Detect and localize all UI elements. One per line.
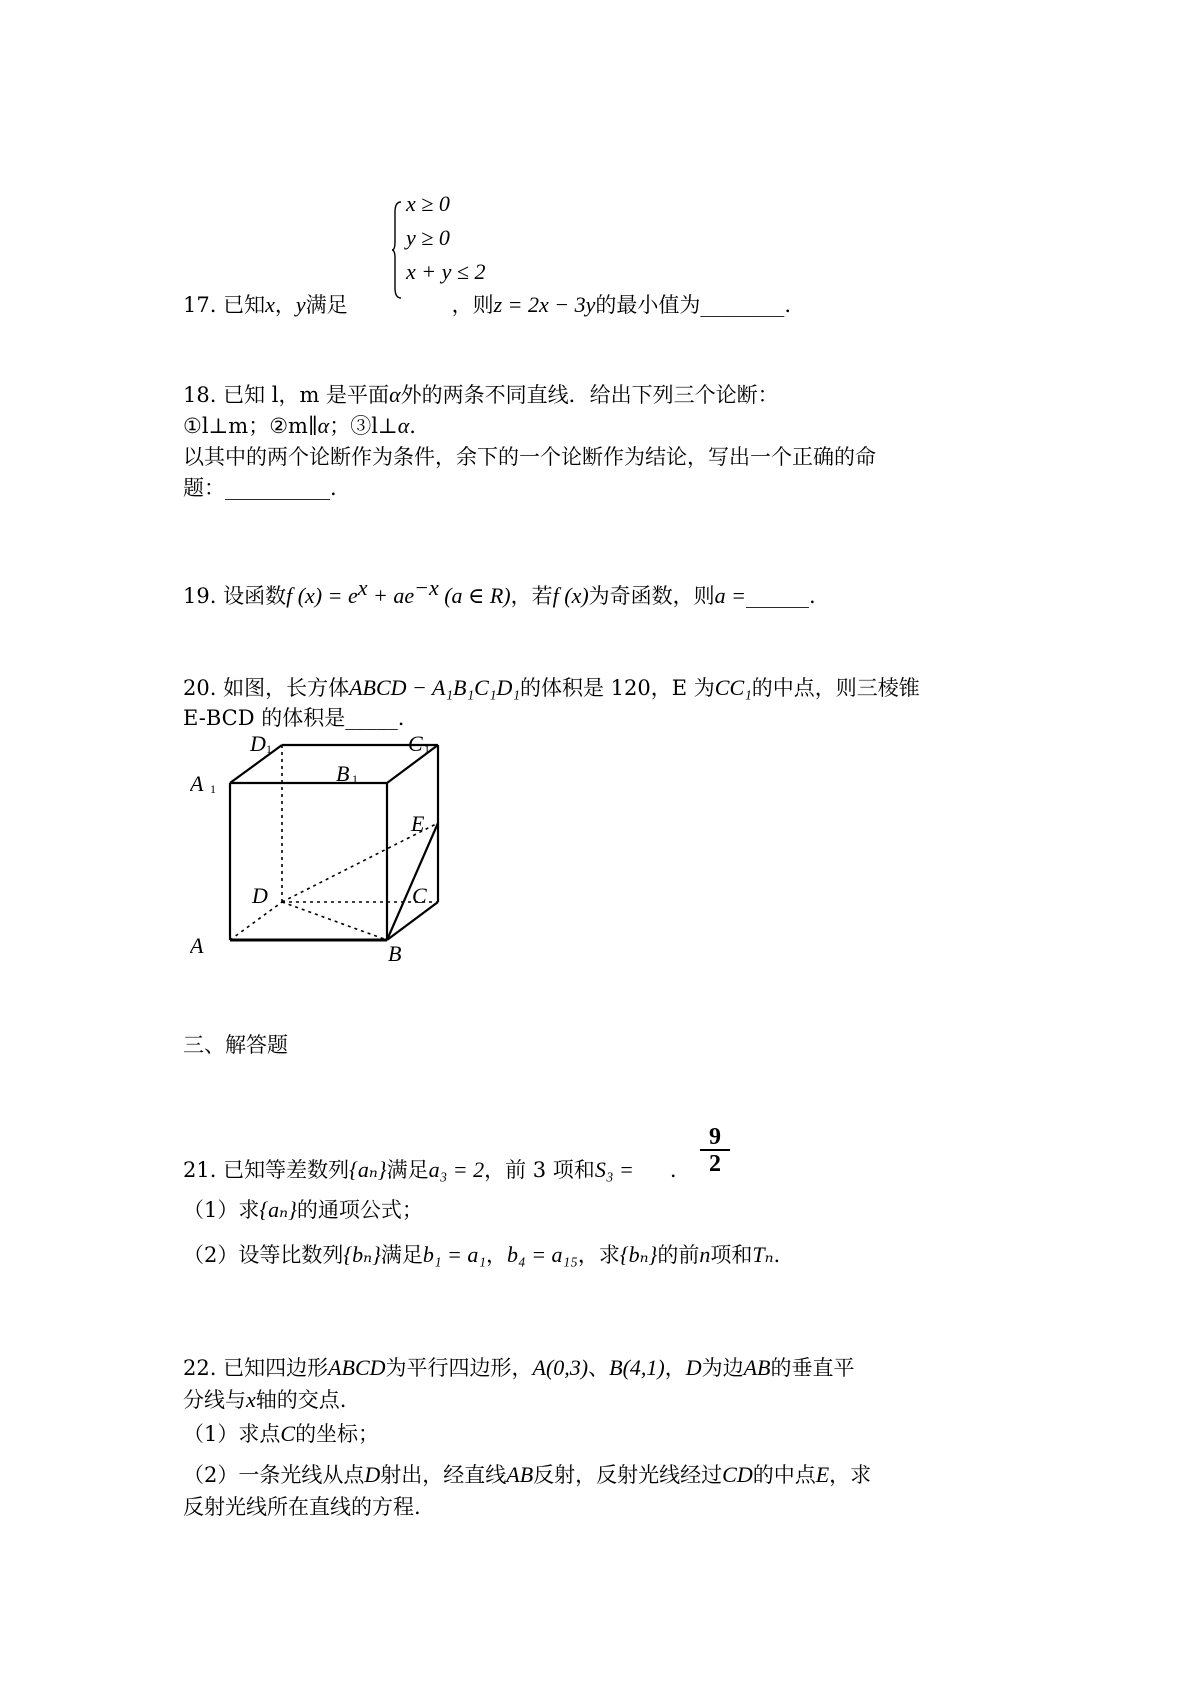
q21-p1-tail: 的通项公式； [296, 1198, 423, 1222]
q21-p2-Tn: Tₙ [752, 1242, 774, 1267]
q21-p2-period: . [773, 1243, 781, 1267]
fraction-9-over-2 [700, 1124, 730, 1178]
q19-exp-1: x [357, 575, 368, 600]
q21-p2-ask: ，求 [577, 1243, 620, 1267]
label-B1-sub: 1 [352, 772, 358, 786]
q22-text-6: 的垂直平 [770, 1356, 855, 1380]
q21-text-4: . [669, 1158, 677, 1182]
q19-line [183, 573, 816, 611]
q19-blank: ______. [746, 584, 816, 608]
q22-p2-mid: 的中点 [752, 1463, 816, 1487]
q21-p1-text: （1）求 [183, 1198, 260, 1222]
label-C1: C [408, 735, 423, 756]
q20-edge: CC₁ [714, 675, 752, 700]
q21-p2-comma: ， [486, 1243, 508, 1267]
q20-text-2: 的体积是 120，E 为 [520, 676, 715, 700]
q22-AB: AB [743, 1355, 771, 1380]
q20-text-1: 20. 如图，长方体 [183, 676, 350, 700]
label-A1-sub: 1 [210, 782, 216, 796]
q22-text-1: 22. 已知四边形 [183, 1356, 329, 1380]
q19-function-mid: + ae [367, 583, 415, 608]
q19-text-3: 为奇函数，则 [588, 584, 715, 608]
q22-p2-CD: CD [722, 1462, 753, 1487]
label-D1: D [250, 735, 266, 756]
constraint-3: x + y ≤ 2 [406, 259, 486, 284]
q21-p2-seq-b: {bₙ} [619, 1242, 658, 1267]
cuboid-figure [190, 735, 470, 971]
alpha-symbol: α [317, 413, 330, 438]
q17-text-1: 已知 [223, 293, 266, 317]
q21-p2-seq: {bₙ} [343, 1242, 381, 1267]
q22-part-1 [183, 1419, 379, 1449]
q18-line-2 [183, 411, 416, 441]
q17-text-3: ，则 [451, 293, 494, 317]
q21-p2-b4: b₄ = a₁₅ [507, 1242, 578, 1267]
label-B1: B [336, 761, 350, 786]
q17-line [183, 290, 791, 320]
fraction-numerator: 9 [709, 1124, 721, 1150]
q19-function: f (x) = e [286, 583, 358, 608]
q22-p2-AB: AB [506, 1462, 534, 1487]
q18-text-1a: 18. 已知 l，m 是平面 [183, 383, 390, 407]
q21-p2-sum: 项和 [710, 1243, 753, 1267]
label-E: E [411, 811, 425, 836]
q18-line-4: 题：__________. [183, 476, 337, 500]
q22-text-2: 为平行四边形， [385, 1356, 533, 1380]
q18-text-1b: 外的两条不同直线．给出下列三个论断： [400, 383, 779, 407]
q22-p2-E: E [815, 1462, 830, 1487]
q19-condition: (a ∈ R) [438, 583, 511, 608]
left-brace [392, 200, 402, 300]
q22-p2-via: 射出，经直线 [380, 1463, 507, 1487]
q22-line-3: 反射光线所在直线的方程. [183, 1495, 421, 1519]
q20-line-2: E-BCD 的体积是_____. [183, 706, 405, 730]
q22-p2-reflect: 反射，反射光线经过 [533, 1463, 723, 1487]
q17-text-2: 满足 [305, 293, 348, 317]
q20-text-3: 的中点，则三棱锥 [751, 676, 920, 700]
q21-sequence: {aₙ} [349, 1157, 387, 1182]
q22-abcd: ABCD [328, 1355, 386, 1380]
alpha-symbol: α [389, 382, 401, 407]
q22-p2-ask: ，求 [829, 1463, 872, 1487]
q22-line-2 [183, 1385, 346, 1415]
q17-text-4: 的最小值为________. [595, 293, 792, 317]
q22-p2-D: D [364, 1462, 381, 1487]
q18-text-2b: ；③l⊥ [329, 414, 398, 438]
q21-line-1 [183, 1155, 677, 1185]
q22-text-4: ， [664, 1356, 686, 1380]
q17-var-x: x [265, 292, 275, 317]
q22-C: C [280, 1421, 296, 1446]
q22-p1-text: （1）求点 [183, 1422, 281, 1446]
q21-p2-text: （2）设等比数列 [183, 1243, 344, 1267]
q21-p2-n: n [699, 1242, 711, 1267]
q22-x: x [246, 1387, 256, 1412]
label-C: C [412, 883, 427, 908]
q22-point-B: B(4,1) [609, 1355, 665, 1380]
label-D: D [252, 883, 268, 908]
q20-line-1 [183, 673, 920, 703]
q21-text-3: ，前 3 项和 [484, 1158, 595, 1182]
constraint-1: x ≥ 0 [406, 191, 450, 216]
label-A1: A [190, 771, 204, 796]
q21-p2-first: 的前 [657, 1243, 700, 1267]
section-heading: 三、解答题 [183, 1033, 288, 1057]
fraction-denominator: 2 [700, 1149, 730, 1178]
q19-fx: f (x) [552, 583, 589, 608]
q18-text-2a: ①l⊥m；②m∥ [183, 414, 318, 438]
q21-part-1 [183, 1195, 423, 1225]
q21-s3: S₃ = [594, 1157, 634, 1182]
q21-p1-seq: {aₙ} [259, 1197, 297, 1222]
label-C1-sub: 1 [424, 742, 430, 756]
q17-var-y: y [295, 292, 306, 317]
q21-part-2 [183, 1240, 780, 1270]
q19-a-equals: a = [714, 583, 747, 608]
q21-text-1: 21. 已知等差数列 [183, 1158, 350, 1182]
q22-point-A: A(0,3) [532, 1355, 589, 1380]
q21-p2-b1: b₁ = a₁ [422, 1242, 487, 1267]
q22-line-1 [183, 1353, 855, 1383]
label-A: A [190, 933, 204, 958]
q19-text-2: ，若 [510, 584, 553, 608]
segment-DB [282, 902, 387, 940]
q17-comma: ， [274, 293, 296, 317]
alpha-symbol: α [397, 413, 410, 438]
q22-p2-text: （2）一条光线从点 [183, 1463, 365, 1487]
q22-text-5: 为边 [701, 1356, 744, 1380]
q22-text-3: 、 [588, 1356, 610, 1380]
segment-BE [387, 823, 438, 940]
q20-solid: ABCD − A₁B₁C₁D₁ [349, 675, 520, 700]
q22-p1-tail: 的坐标； [295, 1422, 380, 1446]
q18-line-3: 以其中的两个论断作为条件，余下的一个论断作为结论，写出一个正确的命 [183, 445, 876, 469]
q17-objective: z = 2x − 3y [493, 292, 596, 317]
q22-text-8: 轴的交点. [255, 1388, 347, 1412]
q17-number: 17. [183, 293, 217, 317]
q21-p2-satisfy: 满足 [380, 1243, 423, 1267]
label-B: B [388, 941, 402, 966]
q21-a3: a₃ = 2 [428, 1157, 485, 1182]
q22-text-7: 分线与 [183, 1388, 246, 1412]
q19-text-1: 19. 设函数 [183, 584, 287, 608]
q22-part-2 [183, 1460, 871, 1490]
q21-text-2: 满足 [386, 1158, 429, 1182]
q22-D: D [685, 1355, 702, 1380]
label-D1-sub: 1 [266, 742, 272, 756]
constraint-2: y ≥ 0 [406, 225, 450, 250]
q18-text-2c: . [409, 414, 416, 438]
q18-line-1 [183, 380, 779, 410]
q19-exp-2: −x [414, 575, 439, 600]
